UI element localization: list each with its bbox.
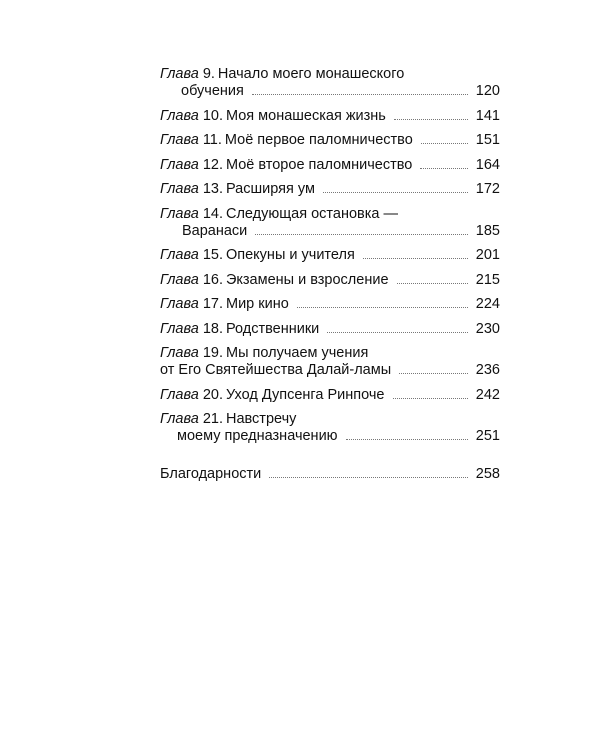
- page-number: 185: [475, 222, 500, 239]
- chapter-word: Глава: [160, 66, 199, 82]
- dot-leader: [421, 142, 468, 144]
- chapter-number: 19.: [202, 345, 223, 361]
- table-of-contents: [160, 66, 500, 491]
- toc-entry-chapter-16[interactable]: [160, 272, 500, 289]
- toc-entry-chapter-20[interactable]: [160, 387, 500, 404]
- chapter-number: 9.: [202, 66, 215, 82]
- page-number: 224: [475, 296, 500, 312]
- chapter-number: 15.: [202, 247, 223, 263]
- dot-leader: [420, 167, 468, 169]
- chapter-word: Глава: [160, 345, 199, 361]
- toc-line: [160, 296, 500, 313]
- page-number: 242: [475, 386, 500, 403]
- chapter-word: Глава: [160, 181, 199, 197]
- toc-line: [160, 108, 500, 125]
- toc-entry-chapter-10[interactable]: [160, 108, 500, 125]
- chapter-title: Начало моего монашеского: [217, 66, 405, 82]
- toc-line: [160, 132, 500, 149]
- chapter-word: Глава: [160, 271, 199, 288]
- page-number: 215: [475, 271, 500, 288]
- chapter-title: Экзамены и взросление: [225, 271, 389, 288]
- toc-line: [160, 362, 500, 379]
- dot-leader: [297, 306, 468, 308]
- toc-line: [160, 223, 500, 240]
- toc-entry-chapter-17[interactable]: [160, 296, 500, 313]
- toc-line: [160, 66, 500, 83]
- chapter-number: 17.: [202, 296, 223, 312]
- chapter-word: Глава: [160, 247, 199, 263]
- chapter-number: 10.: [202, 107, 223, 124]
- toc-entry-chapter-12[interactable]: [160, 157, 500, 174]
- dot-leader: [394, 118, 468, 120]
- chapter-number: 11.: [202, 132, 222, 148]
- chapter-title-continued: обучения: [181, 83, 244, 99]
- toc-entry-chapter-15[interactable]: [160, 247, 500, 264]
- chapter-title: Мир кино: [225, 296, 289, 312]
- toc-line: [160, 206, 500, 223]
- chapter-title-continued: от Его Святейшества Далай-ламы: [160, 362, 392, 378]
- toc-line: [160, 181, 500, 198]
- chapter-number: 16.: [202, 271, 223, 288]
- chapter-title-continued: Варанаси: [182, 222, 248, 239]
- chapter-title: Следующая остановка —: [225, 205, 399, 222]
- dot-leader: [252, 93, 468, 95]
- acknowledgements-title: Благодарности: [160, 466, 262, 482]
- page-number: 172: [475, 181, 500, 197]
- dot-leader: [255, 233, 468, 235]
- toc-entry-chapter-19[interactable]: [160, 345, 500, 379]
- toc-line: [160, 345, 500, 362]
- toc-entry-chapter-13[interactable]: [160, 181, 500, 198]
- toc-line: [160, 321, 500, 338]
- toc-entry-acknowledgements[interactable]: [160, 466, 500, 483]
- chapter-word: Глава: [160, 386, 199, 403]
- dot-leader: [397, 282, 468, 284]
- chapter-number: 21.: [202, 411, 223, 427]
- chapter-number: 13.: [202, 181, 223, 197]
- chapter-word: Глава: [160, 296, 199, 312]
- chapter-word: Глава: [160, 107, 199, 124]
- chapter-number: 12.: [202, 156, 223, 173]
- chapter-number: 18.: [202, 320, 223, 337]
- chapter-number: 20.: [202, 386, 223, 403]
- page-number: 201: [475, 247, 500, 263]
- page-number: 141: [475, 107, 500, 124]
- dot-leader: [269, 476, 468, 478]
- chapter-number: 14.: [202, 205, 223, 222]
- page-number: 151: [475, 132, 500, 148]
- chapter-title: Моё второе паломничество: [225, 156, 413, 173]
- toc-entry-chapter-18[interactable]: [160, 321, 500, 338]
- chapter-title-continued: моему предназначению: [177, 428, 338, 444]
- dot-leader: [399, 372, 468, 374]
- chapter-title: Моё первое паломничество: [224, 132, 413, 148]
- chapter-title: Мы получаем учения: [225, 345, 369, 361]
- chapter-title: Родственники: [225, 320, 320, 337]
- dot-leader: [363, 257, 468, 259]
- page-number: 251: [475, 428, 500, 444]
- chapter-word: Глава: [160, 320, 199, 337]
- chapter-title: Навстречу: [225, 411, 297, 427]
- toc-entry-chapter-21[interactable]: [160, 411, 500, 445]
- toc-line: [160, 272, 500, 289]
- chapter-title: Моя монашеская жизнь: [225, 107, 386, 124]
- toc-entry-chapter-11[interactable]: [160, 132, 500, 149]
- chapter-word: Глава: [160, 132, 199, 148]
- toc-line: [160, 466, 500, 483]
- chapter-word: Глава: [160, 156, 199, 173]
- chapter-title: Уход Дупсенга Ринпоче: [225, 386, 385, 403]
- toc-line: [160, 411, 500, 428]
- dot-leader: [323, 191, 468, 193]
- toc-line: [160, 247, 500, 264]
- page-number: 230: [475, 320, 500, 337]
- toc-entry-chapter-9[interactable]: [160, 66, 500, 100]
- dot-leader: [327, 331, 468, 333]
- dot-leader: [393, 397, 469, 399]
- toc-line: [160, 157, 500, 174]
- page-number: 164: [475, 156, 500, 173]
- page-number: 120: [475, 83, 500, 99]
- page-number: 236: [475, 362, 500, 378]
- chapter-title: Расширяя ум: [225, 181, 315, 197]
- toc-entry-chapter-14[interactable]: [160, 206, 500, 240]
- toc-line: [160, 428, 500, 445]
- toc-line: [160, 83, 500, 100]
- page-number: 258: [475, 466, 500, 482]
- chapter-title: Опекуны и учителя: [225, 247, 355, 263]
- toc-line: [160, 387, 500, 404]
- dot-leader: [346, 438, 468, 440]
- chapter-word: Глава: [160, 205, 199, 222]
- chapter-word: Глава: [160, 411, 199, 427]
